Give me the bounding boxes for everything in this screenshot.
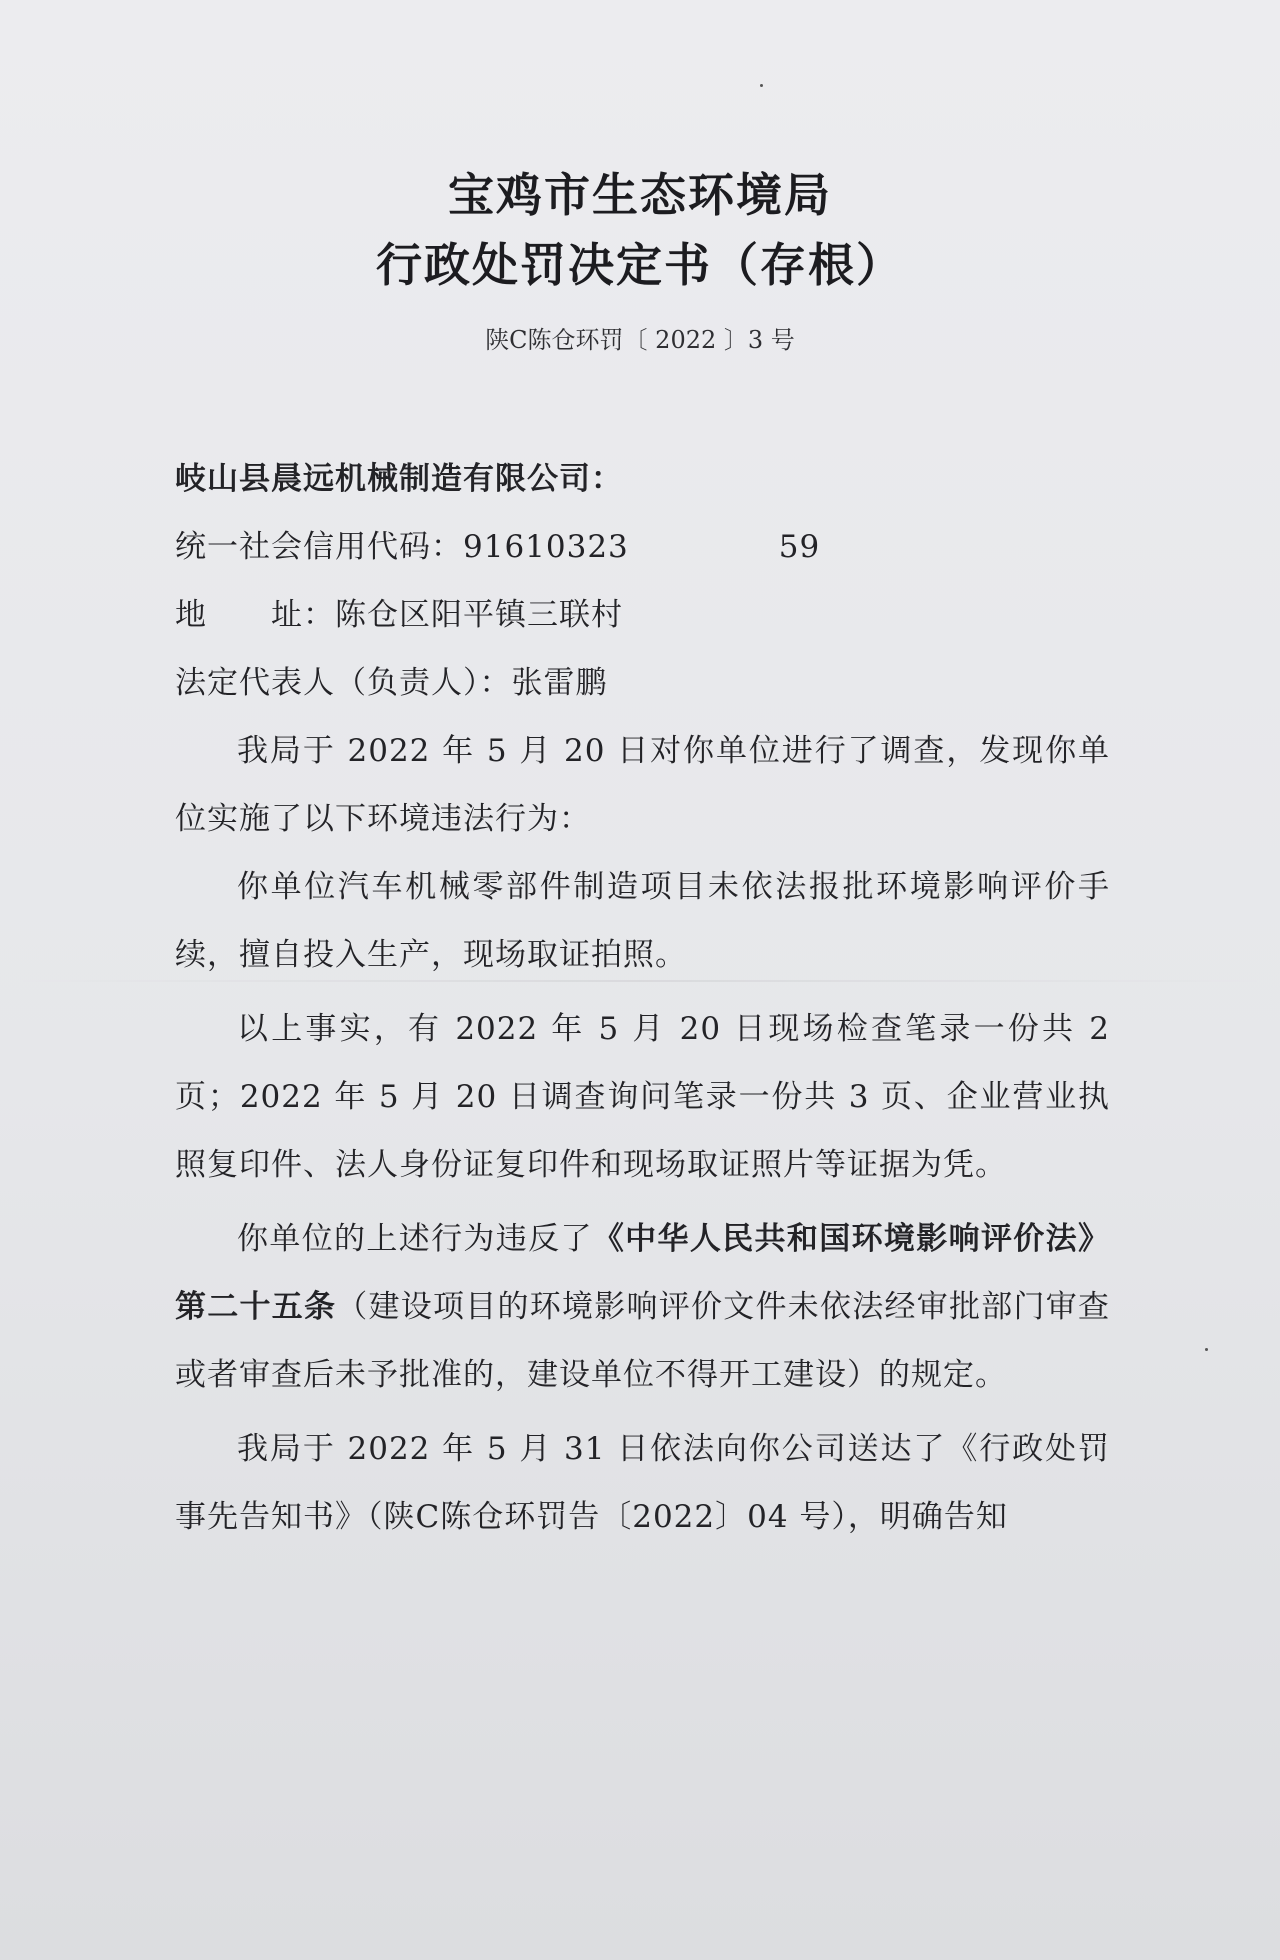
credit-code-row	[175, 513, 1110, 581]
address-row	[175, 581, 1110, 649]
evidence-paragraph: 以上事实，有 2022 年 5 月 20 日现场检查笔录一份共 2 页；2022 年 5 月 20 日调查询问笔录一份共 3 页、企业营业执照复印件、法人身份证复印件和现场取证照片等证据为凭。	[175, 1011, 1110, 1183]
document-body	[175, 445, 1110, 1551]
issuing-authority-title: 宝鸡市生态环境局	[448, 168, 832, 222]
legal-basis-intro: 你单位的上述行为违反了	[237, 1221, 593, 1257]
legal-representative-value: 张雷鹏	[511, 665, 608, 701]
legal-representative-label: 法定代表人（负责人）：	[175, 665, 512, 701]
recipient-name: 岐山县晨远机械制造有限公司：	[175, 461, 623, 497]
paper-speck	[1205, 1348, 1208, 1351]
investigation-paragraph: 我局于 2022 年 5 月 20 日对你单位进行了调查，发现你单位实施了以下环境违法行为：	[175, 733, 1110, 837]
document-number: 陕C陈仓环罚〔 2022 〕3 号	[485, 326, 795, 354]
address-value: 陈仓区阳平镇三联村	[335, 597, 623, 633]
document-title: 行政处罚决定书（存根）	[376, 238, 904, 292]
credit-code-suffix: 59	[778, 529, 821, 565]
paper-speck	[760, 84, 763, 87]
violation-paragraph: 你单位汽车机械零部件制造项目未依法报批环境影响评价手续，擅自投入生产，现场取证拍照。	[175, 869, 1110, 973]
notice-paragraph: 我局于 2022 年 5 月 31 日依法向你公司送达了《行政处罚事先告知书》（陕C陈仓环罚告〔2022〕04 号），明确告知	[175, 1431, 1110, 1535]
law-article-text: （建设项目的环境影响评价文件未依法经审批部门审查或者审查后未予批准的，建设单位不得开工建设）的规定。	[175, 1289, 1110, 1393]
address-label: 地 址：	[175, 597, 335, 633]
credit-code-label: 统一社会信用代码：	[175, 529, 463, 565]
document-header	[0, 160, 1280, 355]
legal-basis-paragraph	[175, 1205, 1110, 1409]
law-citation: 《中华人民共和国环境影响评价法》第二十五条	[175, 1221, 1111, 1325]
credit-code-value: 91610323	[463, 529, 629, 565]
legal-representative-row	[175, 649, 1110, 717]
